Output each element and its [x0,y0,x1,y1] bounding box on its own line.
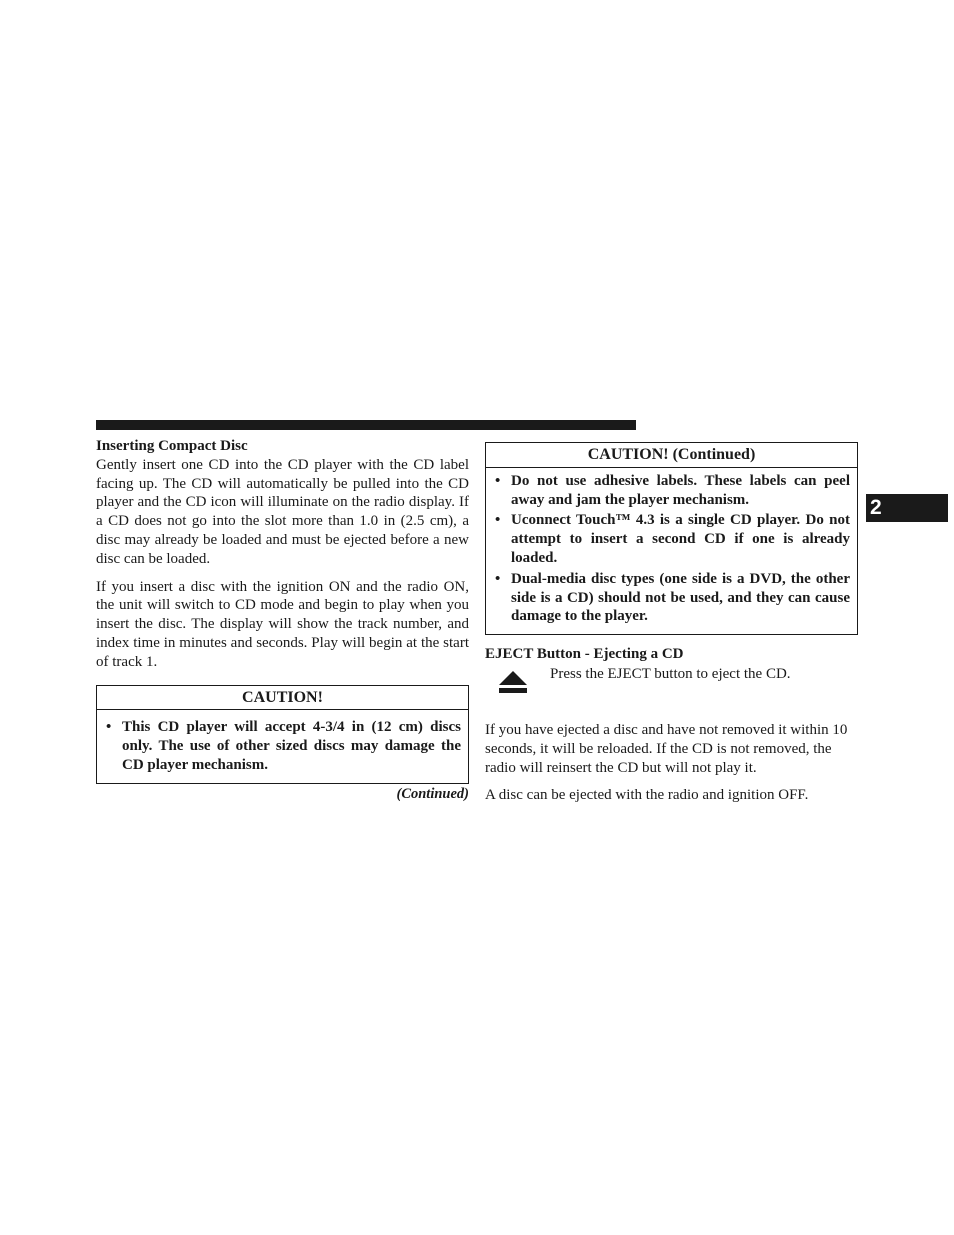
continued-label: (Continued) [396,785,469,802]
caution-item-text: Do not use adhesive labels. These labels can peel away and jam the player mechanism. [511,472,850,508]
caution-item [104,718,461,774]
caution-item [493,511,850,567]
right-column [485,437,858,814]
section-heading-inserting-cd: Inserting Compact Disc [96,438,248,454]
paragraph-ignition-on: If you insert a disc with the ignition ON and the radio ON, the unit will switch to CD mode and begin to play when you insert the disc. The display will show the track number, and index time in minutes and seconds. Play will begin at the start of track 1. [96,578,469,670]
caution-item-text: This CD player will accept 4-3/4 in (12 cm) discs only. The use of other sized discs may damage the CD player mechanism. [122,719,461,773]
eject-instruction: Press the EJECT button to eject the CD. [550,665,791,682]
paragraph-eject-off: A disc can be ejected with the radio and ignition OFF. [485,787,809,804]
caution-item [493,570,850,626]
caution-item-text: Uconnect Touch™ 4.3 is a single CD player. Do not attempt to insert a second CD if one is already loaded. [511,512,850,566]
bullet-icon: • [495,472,501,489]
chapter-tab: 2 [866,494,948,522]
header-rule [96,420,636,430]
caution-continued-list [486,468,857,634]
caution-list [97,710,468,782]
caution-box [96,685,469,784]
bullet-icon: • [495,570,501,587]
eject-icon [499,671,527,695]
left-column [96,437,469,804]
caution-item-text: Dual-media disc types (one side is a DVD, the other side is a CD) should not be used, and they can cause damage to the player. [511,570,850,625]
paragraph-reload: If you have ejected a disc and have not removed it within 10 seconds, it will be reloaded. If the CD is not removed, the radio will reinsert the CD but will not play it. [485,721,848,776]
caution-continued-box [485,442,858,635]
bullet-icon: • [495,512,501,529]
caution-item [493,472,850,510]
caution-title: CAUTION! [97,686,468,711]
section-heading-eject: EJECT Button - Ejecting a CD [485,646,684,663]
bullet-icon: • [106,719,112,736]
eject-row [485,664,858,712]
caution-continued-title: CAUTION! (Continued) [486,443,857,468]
paragraph-insert-cd: Gently insert one CD into the CD player with the CD label facing up. The CD will automatically be pulled into the CD player and the CD icon will illuminate on the radio display. If a CD does not go into the slot more than 1.0 in (2.5 cm), a disc may already be loaded and must be ejected before a new disc can be loaded. [96,456,469,567]
